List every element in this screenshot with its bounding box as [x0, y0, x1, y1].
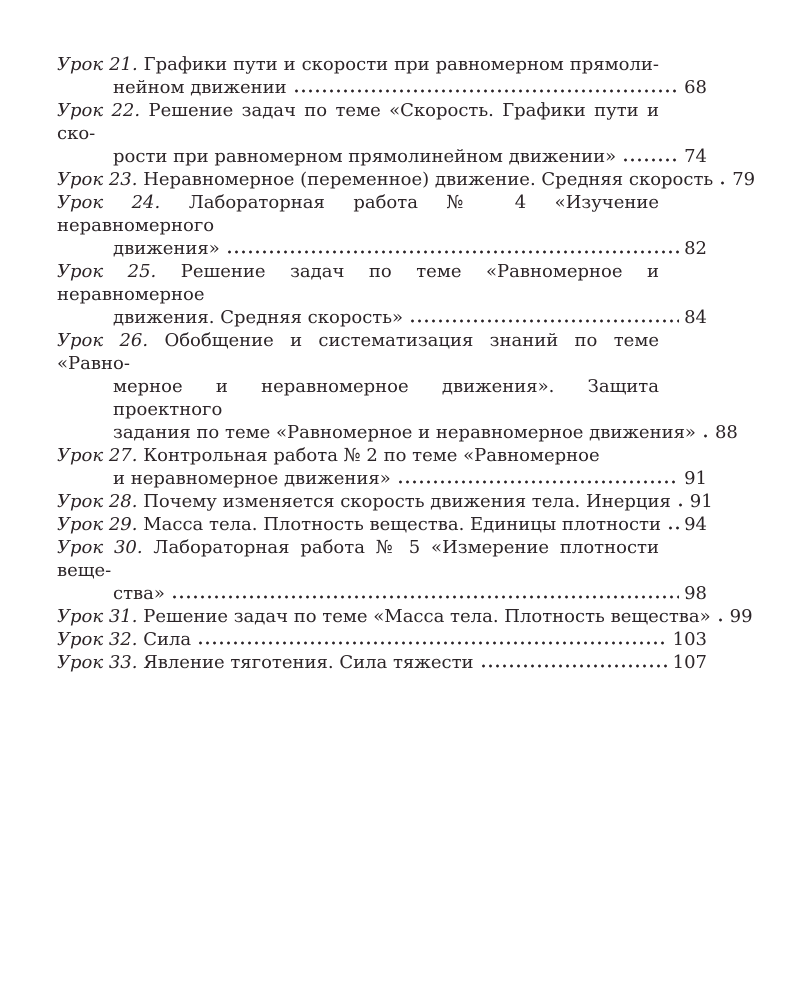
dot-leader: [171, 595, 679, 599]
toc-line-text: Почему изменяется скорость движения тела. Инерция: [143, 491, 671, 512]
toc-line: [57, 444, 659, 467]
toc-line-text: движения»: [113, 238, 220, 259]
toc-line-text: Явление тяготения. Сила тяжести: [143, 652, 474, 673]
toc-entry: [57, 444, 707, 490]
page-number: 84: [684, 307, 707, 328]
dot-leader: [622, 158, 679, 162]
toc-line-text-wrap: [113, 582, 165, 605]
toc-line: [57, 76, 707, 99]
lesson-label: Урок 25.: [57, 261, 157, 282]
page-number: 91: [689, 491, 713, 512]
toc-line-text: мерное и неравномерное движения». Защита проектного: [113, 376, 659, 420]
toc-line-text-wrap: [113, 237, 220, 260]
page-number: 94: [684, 514, 707, 535]
toc-line-text-wrap: [113, 145, 616, 168]
dot-leader: [397, 480, 679, 484]
toc-line-text: движения. Средняя скорость»: [113, 307, 404, 328]
toc-line-text: Графики пути и скорости при равномерном прямоли-: [143, 54, 659, 75]
toc-entry: [57, 260, 707, 329]
toc-line: [57, 191, 659, 237]
toc-line: [57, 260, 659, 306]
lesson-label: Урок 32.: [57, 629, 138, 650]
lesson-label: Урок 21.: [57, 54, 138, 75]
page-number: 88: [714, 422, 738, 443]
toc-line-text: Лабораторная работа № 4 «Изучение неравномерного: [57, 192, 659, 236]
toc-line-text-wrap: [57, 490, 671, 513]
page-number: 99: [729, 606, 753, 627]
toc-line-text: нейном движении: [113, 77, 287, 98]
toc-line: [57, 467, 707, 490]
toc-line-text-wrap: [113, 421, 696, 444]
toc-line: [57, 168, 756, 191]
toc-line-text-wrap: [113, 467, 391, 490]
lesson-label: Урок 24.: [57, 192, 161, 213]
toc-line-text: Решение задач по теме «Равномерное и неравномерное: [57, 261, 659, 305]
toc-entry: [57, 490, 713, 513]
toc-line-text: Сила: [143, 629, 192, 650]
page-number: 91: [684, 468, 707, 489]
toc-line: [57, 582, 707, 605]
toc-entry: [57, 605, 753, 628]
toc-line-text: задания по теме «Равномерное и неравномерное движения»: [113, 422, 696, 443]
toc-line: [57, 237, 707, 260]
toc-entry: [57, 168, 756, 191]
toc-line: [57, 513, 707, 536]
dot-leader: [293, 89, 679, 93]
toc-line-text: Обобщение и систематизация знаний по теме «Равно-: [57, 330, 659, 374]
page-number: 82: [684, 238, 707, 259]
dot-leader: [226, 250, 679, 254]
page-number: 79: [732, 169, 756, 190]
toc-line: [57, 605, 753, 628]
toc-line-text-wrap: [113, 76, 287, 99]
toc-entry: [57, 651, 707, 674]
lesson-label: Урок 31.: [57, 606, 138, 627]
page-number: 98: [684, 583, 707, 604]
toc-line-text-wrap: [57, 168, 713, 191]
toc-line: [57, 99, 659, 145]
toc-line-text: ства»: [113, 583, 165, 604]
toc-line-text: Неравномерное (переменное) движение. Средняя скорость: [143, 169, 714, 190]
toc-line-text: Лабораторная работа № 5 «Измерение плотности веще-: [57, 537, 659, 581]
dot-leader: [409, 319, 679, 323]
dot-leader: [667, 526, 679, 530]
dot-leader: [677, 503, 685, 507]
toc-entry: [57, 53, 707, 99]
toc-line-text-wrap: [113, 306, 403, 329]
toc-line: [57, 145, 707, 168]
lesson-label: Урок 33.: [57, 652, 138, 673]
page-number: 68: [684, 77, 707, 98]
lesson-label: Урок 29.: [57, 514, 138, 535]
lesson-label: Урок 27.: [57, 445, 138, 466]
toc-line: [57, 375, 659, 421]
toc-line: [57, 421, 738, 444]
toc-entry: [57, 329, 738, 444]
toc-line-text-wrap: [57, 651, 474, 674]
toc-entry: [57, 191, 707, 260]
toc-line-text: Решение задач по теме «Скорость. Графики пути и ско-: [57, 100, 660, 144]
toc-line: [57, 536, 659, 582]
toc-entry: [57, 513, 707, 536]
toc-line-text: Контрольная работа № 2 по теме «Равномерное: [143, 445, 600, 466]
toc-line-text-wrap: [57, 513, 661, 536]
toc-line-text-wrap: [57, 605, 711, 628]
page-number: 103: [672, 629, 707, 650]
toc-entry: [57, 99, 707, 168]
toc-line-text-wrap: [57, 628, 191, 651]
lesson-label: Урок 22.: [57, 100, 141, 121]
toc-line: [57, 306, 707, 329]
lesson-label: Урок 30.: [57, 537, 143, 558]
toc-line: [57, 329, 659, 375]
table-of-contents: [57, 53, 756, 674]
dot-leader: [197, 641, 668, 645]
toc-line-text: рости при равномерном прямолинейном движении»: [113, 146, 617, 167]
toc-line-text: и неравномерное движения»: [113, 468, 391, 489]
lesson-label: Урок 28.: [57, 491, 138, 512]
toc-entry: [57, 628, 707, 651]
dot-leader: [719, 181, 727, 185]
page-number: 107: [672, 652, 707, 673]
toc-line: [57, 651, 707, 674]
toc-entry: [57, 536, 707, 605]
dot-leader: [480, 664, 668, 668]
toc-line: [57, 628, 707, 651]
lesson-label: Урок 23.: [57, 169, 138, 190]
toc-line-text: Масса тела. Плотность вещества. Единицы плотности: [143, 514, 661, 535]
toc-line: [57, 490, 713, 513]
dot-leader: [702, 434, 710, 438]
lesson-label: Урок 26.: [57, 330, 149, 351]
toc-line-text: Решение задач по теме «Масса тела. Плотность вещества»: [143, 606, 711, 627]
toc-line: [57, 53, 659, 76]
dot-leader: [717, 618, 725, 622]
page-number: 74: [684, 146, 707, 167]
